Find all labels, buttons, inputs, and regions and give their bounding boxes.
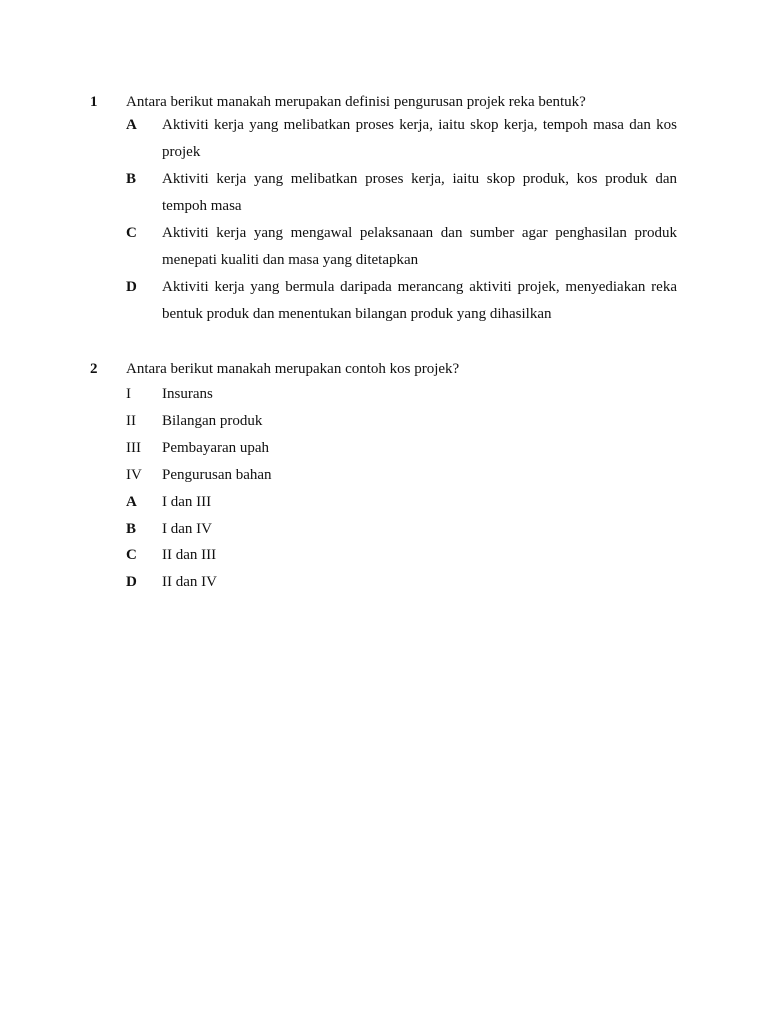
question-number: 1 [90, 94, 98, 110]
option-letter: B [126, 521, 137, 537]
option-text: Aktiviti kerja yang bermula daripada merancang aktiviti projek, menyediakan reka bentuk produk dan menentukan bilangan produk yang dihasilkan [162, 279, 677, 322]
option-text: Aktiviti kerja yang melibatkan proses kerja, iaitu skop produk, kos produk dan tempoh masa [162, 171, 677, 214]
option-text: I dan III [162, 494, 212, 510]
option-text: I dan IV [162, 521, 212, 537]
question-stem: Antara berikut manakah merupakan definisi pengurusan projek reka bentuk? [126, 94, 586, 110]
question-stem: Antara berikut manakah merupakan contoh kos projek? [126, 361, 460, 377]
option-letter: A [126, 494, 137, 510]
option-letter: B [126, 171, 137, 187]
option-text: II dan IV [162, 574, 217, 590]
statement-numeral: II [126, 413, 136, 429]
option-letter: C [126, 547, 137, 563]
option-letter: A [126, 117, 137, 133]
statement-numeral: IV [126, 467, 142, 483]
statement-text: Insurans [162, 386, 213, 402]
option-letter: C [126, 225, 137, 241]
statement-text: Bilangan produk [162, 413, 263, 429]
statement-numeral: I [126, 386, 131, 402]
statement-text: Pengurusan bahan [162, 467, 272, 483]
option-text: Aktiviti kerja yang mengawal pelaksanaan dan sumber agar penghasilan produk menepati kualiti dan masa yang ditetapkan [162, 225, 677, 268]
option-letter: D [126, 574, 137, 590]
option-letter: D [126, 279, 137, 295]
option-text: Aktiviti kerja yang melibatkan proses kerja, iaitu skop kerja, tempoh masa dan kos projek [162, 117, 677, 160]
option-text: II dan III [162, 547, 217, 563]
question-number: 2 [90, 361, 98, 377]
statement-numeral: III [126, 440, 141, 456]
statement-text: Pembayaran upah [162, 440, 270, 456]
